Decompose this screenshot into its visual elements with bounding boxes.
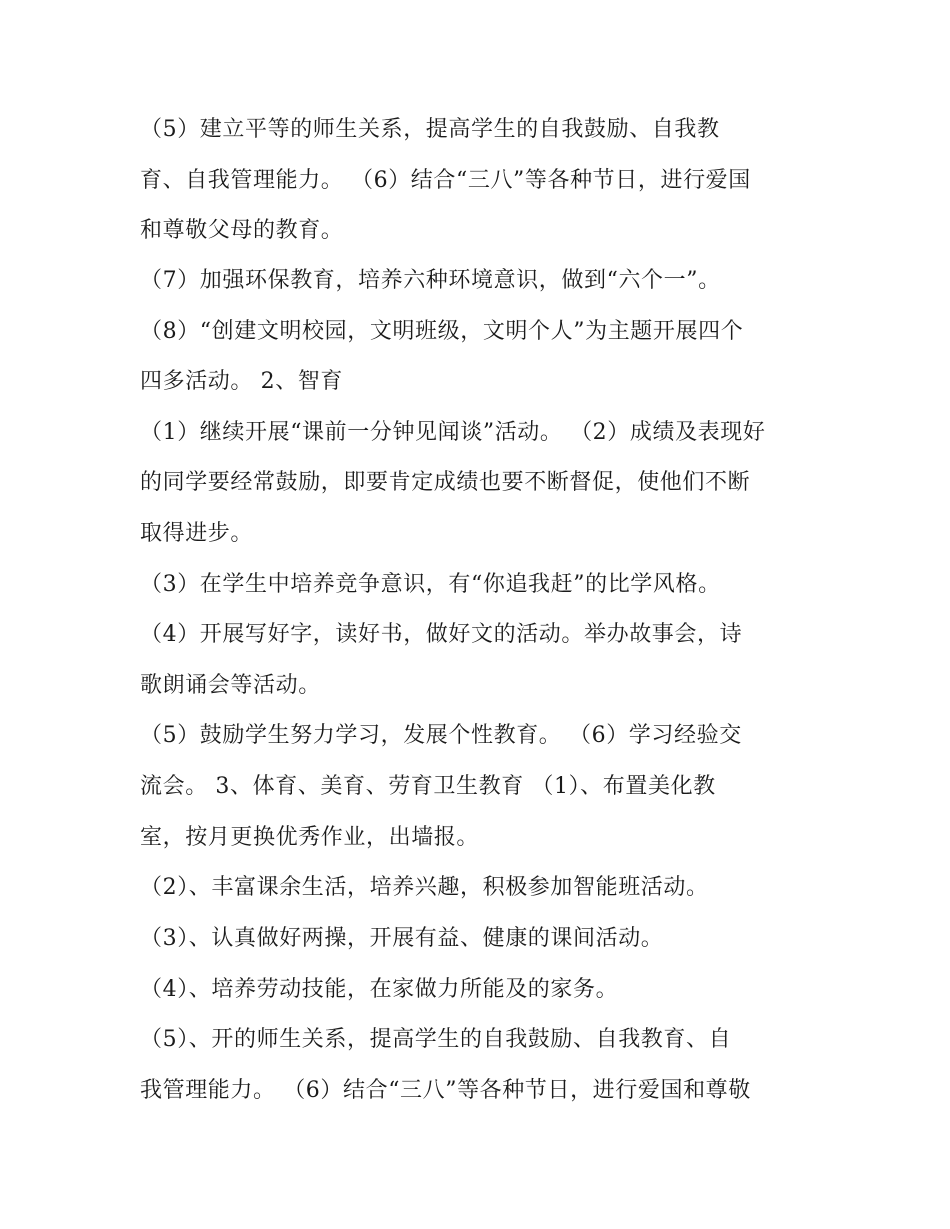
text-line: （3）、认真做好两操，开展有益、健康的课间活动。 [140, 926, 664, 951]
text-line: （7）加强环保教育，培养六种环境意识，做到“六个一”。 [140, 268, 721, 293]
text-line: （3）在学生中培养竞争意识，有“你追我赶”的比学风格。 [140, 572, 721, 597]
text-line: （4）、培养劳动技能，在家做力所能及的家务。 [140, 977, 619, 1002]
text-line: 歌朗诵会等活动。 [140, 673, 321, 698]
text-line: 育、自我管理能力。 （6）结合“三八”等各种节日，进行爱国 [140, 168, 751, 193]
text-line: （5）、开的师生关系，提高学生的自我鼓励、自我教育、自 [140, 1027, 732, 1052]
text-line: 我管理能力。 （6）结合“三八”等各种节日，进行爱国和尊敬 [140, 1078, 751, 1103]
text-line: （8）“创建文明校园，文明班级，文明个人”为主题开展四个 [140, 319, 744, 344]
text-line: （1）继续开展“课前一分钟见闻谈”活动。 （2）成绩及表现好 [140, 420, 766, 445]
text-line: （2）、丰富课余生活，培养兴趣，积极参加智能班活动。 [140, 875, 709, 900]
text-line: （4）开展写好字，读好书，做好文的活动。举办故事会，诗 [140, 622, 743, 647]
text-line: 取得进步。 [140, 521, 254, 546]
text-line: （5）建立平等的师生关系，提高学生的自我鼓励、自我教 [140, 117, 720, 142]
text-line: 流会。 3、体育、美育、劳育卫生教育 （1）、布置美化教 [140, 774, 716, 799]
text-line: 的同学要经常鼓励，即要肯定成绩也要不断督促，使他们不断 [140, 470, 751, 495]
text-line: 四多活动。 2、智育 [140, 369, 343, 394]
text-line: （5）鼓励学生努力学习，发展个性教育。 （6）学习经验交 [140, 723, 742, 748]
text-line: 室，按月更换优秀作业，出墙报。 [140, 825, 480, 850]
text-line: 和尊敬父母的教育。 [140, 218, 344, 243]
